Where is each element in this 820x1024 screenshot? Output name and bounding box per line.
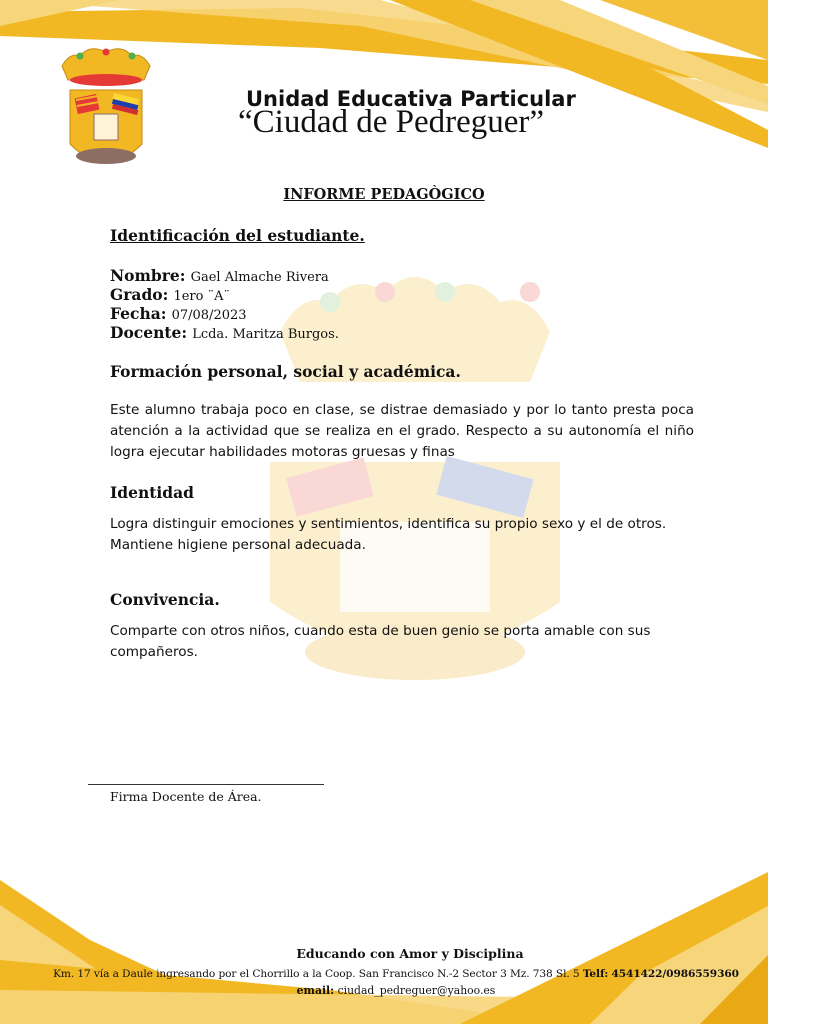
identification-heading: Identificación del estudiante. [110, 226, 365, 245]
formacion-text: Este alumno trabaja poco en clase, se distrae demasiado y por lo tanto presta poca atención a la actividad que se realiza en el grado. Respecto a su autonomía el niño logra ejecutar habilidades motoras gruesas y finas [110, 402, 694, 460]
field-grade [110, 285, 339, 304]
field-teacher [110, 323, 339, 342]
school-crest-icon [56, 44, 156, 174]
report-title: INFORME PEDAGÒGICO [283, 186, 485, 203]
field-value: 1ero ¨A¨ [173, 289, 230, 304]
convivencia-text: Comparte con otros niños, cuando esta de buen genio se porta amable con sus compañeros. [110, 623, 651, 660]
student-fields [110, 266, 339, 342]
field-value: Gael Almache Rivera [190, 270, 329, 285]
footer-address [0, 968, 792, 980]
field-label: Fecha: [110, 304, 167, 323]
address-text: Km. 17 vía a Daule ingresando por el Chorrillo a la Coop. San Francisco N.-2 Sector 3 Mz. 738 Sl. 5 [53, 968, 580, 980]
identidad-text: Logra distinguir emociones y sentimientos, identifica su propio sexo y el de otros. Mantiene higiene personal adecuada. [110, 516, 667, 553]
field-date [110, 304, 339, 323]
phone-label: Telf: [582, 968, 609, 980]
field-label: Nombre: [110, 266, 186, 285]
footer-email [0, 984, 792, 997]
field-label: Grado: [110, 285, 169, 304]
email-label: email: [296, 984, 335, 997]
convivencia-heading: Convivencia. [110, 590, 220, 609]
field-value: 07/08/2023 [171, 308, 247, 323]
signature-line [88, 784, 324, 785]
signature-label: Firma Docente de Área. [110, 789, 262, 804]
school-name-heading: “Ciudad de Pedreguer” [238, 104, 545, 140]
field-value: Lcda. Maritza Burgos. [192, 327, 339, 342]
phone-number: 4541422/0986559360 [611, 968, 739, 980]
formacion-heading: Formación personal, social y académica. [110, 362, 461, 381]
email-address[interactable]: ciudad_pedreguer@yahoo.es [337, 984, 496, 997]
footer-motto: Educando con Amor y Disciplina [296, 946, 524, 961]
school-type-heading: Unidad Educativa Particular [246, 87, 576, 111]
field-label: Docente: [110, 323, 188, 342]
field-name [110, 266, 339, 285]
identidad-heading: Identidad [110, 483, 194, 502]
